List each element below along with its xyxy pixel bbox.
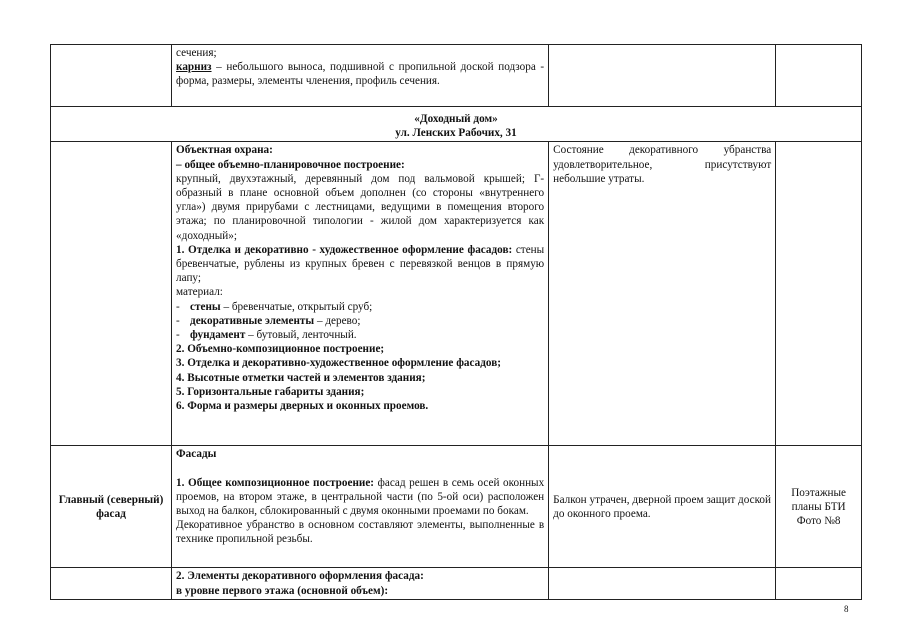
material-term: стены: [190, 300, 221, 313]
karniz-paragraph: [176, 60, 544, 88]
table-row: [51, 446, 862, 568]
empty-cell: [51, 142, 172, 446]
empty-cell: [776, 45, 862, 107]
protection-item-4: 4. Высотные отметки частей и элементов здания;: [176, 371, 426, 384]
material-text: – дерево;: [314, 314, 361, 327]
empty-cell: [51, 45, 172, 107]
decor-line-1: 2. Элементы декоративного оформления фасада:: [176, 570, 424, 583]
facade-label: Главный (северный) фасад: [58, 493, 164, 520]
material-term: декоративные элементы: [190, 314, 315, 327]
passport-table: [50, 44, 862, 600]
empty-cell: [549, 568, 776, 599]
item-1-title: 1. Отделка и декоративно - художественное оформление фасадов:: [176, 243, 513, 256]
protection-item-5: 5. Горизонтальные габариты здания;: [176, 385, 365, 398]
object-header-cell: [51, 107, 862, 142]
karniz-description-cell: [172, 45, 549, 107]
protection-cell: [172, 142, 549, 446]
protection-item-2: 2. Объемно-композиционное построение;: [176, 343, 385, 356]
facade-paragraph-1: [176, 476, 544, 519]
protection-item-6: 6. Форма и размеры дверных и оконных проемов.: [176, 400, 429, 413]
facade-paragraph-2: Декоративное убранство в основном составляют элементы, выполненные в технике пропильной резьбы.: [176, 519, 545, 546]
dash-marker: -: [176, 329, 180, 342]
condition-text: Состояние декоративного убранства удовлетворительное, присутствуют небольшие утраты.: [553, 144, 772, 185]
dash-marker: -: [176, 300, 180, 313]
facade-label-cell: [51, 446, 172, 568]
decor-elements-cell: [172, 568, 549, 599]
protection-subheading: – общее объемно-планировочное построение:: [176, 158, 405, 171]
condition-cell: [549, 142, 776, 446]
material-term: фундамент: [190, 329, 246, 342]
decor-line-2: в уровне первого этажа (основной объем):: [176, 584, 389, 597]
page-number: 8: [844, 604, 849, 614]
material-item: [176, 300, 544, 314]
sources-cell: [776, 446, 862, 568]
material-text: – бутовый, ленточный.: [245, 329, 357, 342]
text-line: сечения;: [176, 47, 217, 59]
facade-p1-text: фасад решен в семь осей оконных проемов, на втором этаже, в центральной части (по 5-ой оси) расположен выход на балкон, сблокированный с двумя оконными проемами по бокам.: [176, 476, 545, 518]
empty-cell: [549, 45, 776, 107]
protection-description: крупный, двухэтажный, деревянный дом под вальмовой крышей; Г-образный в плане основной объем дополнен (со стороны «внутреннего угла») двумя прирубами с лестницами, ведущими в помещения второго этажа; по планировочной типологии - жилой дом характеризуется как «доходный»;: [176, 172, 545, 242]
sources-text: Поэтажные планы БТИ Фото №8: [791, 486, 847, 527]
material-text: – бревенчатые, открытый сруб;: [220, 300, 373, 313]
empty-cell: [51, 568, 172, 599]
empty-cell: [776, 568, 862, 599]
facade-description-cell: [172, 446, 549, 568]
facade-condition-cell: [549, 446, 776, 568]
object-name: «Доходный дом»: [414, 113, 498, 125]
material-item: [176, 328, 544, 342]
karniz-term: карниз: [176, 61, 212, 74]
table-row: [51, 142, 862, 446]
spacer: [176, 462, 544, 476]
protection-heading: Объектная охрана:: [176, 144, 273, 157]
protection-item-3: 3. Отделка и декоративно-художественное оформление фасадов;: [176, 357, 501, 370]
dash-marker: -: [176, 314, 180, 327]
table-row: [51, 45, 862, 107]
object-address: ул. Ленских Рабочих, 31: [395, 127, 517, 140]
table-row: [51, 107, 862, 142]
facade-condition: Балкон утрачен, дверной проем защит доской до оконного проема.: [553, 493, 772, 520]
table-row: [51, 568, 862, 599]
empty-cell: [776, 142, 862, 446]
facade-section-title: Фасады: [176, 448, 217, 461]
material-item: [176, 314, 544, 328]
item-1-text: стены бревенчатые, рублены из крупных бревен с перевязкой венцов в прямую лапу;: [176, 243, 545, 285]
facade-p1-title: 1. Общее композиционное построение:: [176, 476, 375, 489]
protection-item-1: [176, 243, 544, 286]
material-label: материал:: [176, 286, 223, 299]
karniz-text: – небольшого выноса, подшивной с пропильной доской подзора - форма, размеры, элементы членения, профиль сечения.: [176, 61, 545, 88]
